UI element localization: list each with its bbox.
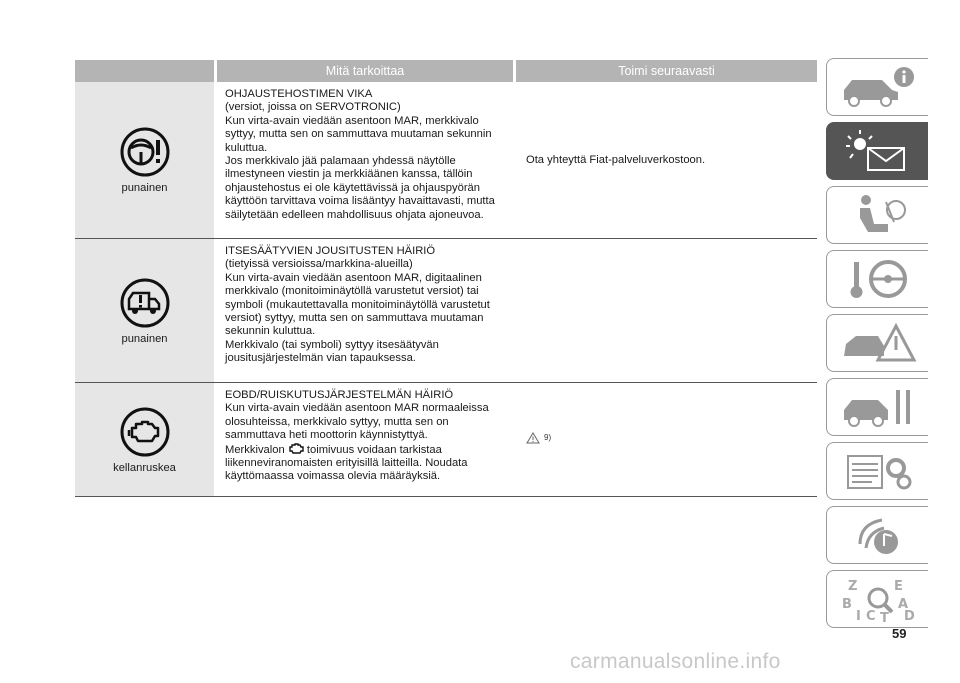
table-header: [75, 60, 817, 82]
footnote-label: 9): [544, 433, 552, 442]
svg-text:C: C: [865, 609, 876, 622]
description-line: (versiot, joissa on SERVOTRONIC): [225, 101, 401, 114]
icon-cell: [75, 383, 214, 496]
inline-text-after: toimivuus voidaan tarkistaa liikenneviranomaisten erityisillä laitteilla. Noudata käyttömaassa voimassa olevia määräyksiä.: [225, 443, 468, 483]
engine-check-icon: [119, 406, 171, 458]
chapter-tabs: [826, 58, 929, 634]
meaning-cell: [217, 239, 513, 382]
key-steering-wheel-icon: [838, 256, 918, 302]
engine-check-inline-icon: [288, 443, 304, 454]
description-line: [225, 443, 505, 484]
header-action: Toimi seuraavasti: [516, 60, 817, 82]
technical-data-gears-icon: [838, 448, 918, 494]
tab-emergency[interactable]: [826, 314, 928, 372]
table-row: [75, 239, 817, 383]
svg-text:Z: Z: [847, 579, 857, 594]
svg-text:I: I: [855, 609, 861, 622]
inline-text-before: Merkkivalon: [225, 443, 285, 456]
tab-car-info[interactable]: [826, 58, 928, 116]
caution-triangle-icon: [526, 432, 540, 444]
svg-text:E: E: [893, 579, 903, 594]
fault-title: ITSESÄÄTYVIEN JOUSITUSTEN HÄIRIÖ: [225, 245, 436, 257]
warning-lights-table: [75, 60, 817, 497]
description-line: Kun virta-avain viedään asentoon MAR, digitaalinen merkkivalo (monitoiminäytöllä varustetut versiot) tai symboli (mukautettavalla monitoiminäytöllä varustetut versiot) syttyy, mutta sen on sammuttava muutaman sekunnin kuluttua.: [225, 271, 490, 338]
power-steering-warning-icon: [119, 126, 171, 178]
description-line: Merkkivalo (tai symboli) syttyy itsesäätyvän jousitusjärjestelmän vian tapauksessa.: [225, 338, 439, 365]
car-info-icon: [838, 64, 918, 110]
description-line: (tietyissä versioissa/markkina-alueilla): [225, 258, 413, 271]
alphabetical-index-icon: [838, 576, 918, 622]
svg-text:T: T: [879, 611, 889, 622]
watermark: carmanualsonline.info: [570, 650, 781, 673]
icon-cell: [75, 82, 214, 238]
action-cell: [516, 383, 817, 496]
svg-text:B: B: [841, 597, 852, 612]
action-cell: [516, 239, 817, 382]
meaning-cell: [217, 383, 513, 496]
tab-safety[interactable]: [826, 186, 928, 244]
tab-maintenance[interactable]: [826, 378, 928, 436]
description-line: Jos merkkivalo jää palamaan yhdessä näytölle ilmestyneen viestin ja merkkiäänen kanssa, tällöin ohjaustehostus ei ole käytettävissä ja ohjauspyörän käyttöön tarvittava voima lisääntyy havaittavasti, mutta säilytetään edelleen mahdollisuus ohjata ajoneuvoa.: [225, 155, 495, 221]
svg-text:A: A: [897, 597, 908, 612]
action-cell: [516, 82, 817, 238]
icon-cell: [75, 239, 214, 382]
header-blank: [75, 60, 214, 82]
table-row: [75, 82, 817, 239]
fault-title: OHJAUSTEHOSTIMEN VIKA: [225, 88, 373, 100]
tab-technical-data[interactable]: [826, 442, 928, 500]
tab-multimedia[interactable]: [826, 506, 928, 564]
tab-warning-lights[interactable]: [826, 122, 928, 180]
multimedia-music-icon: [838, 512, 918, 558]
van-adaptive-system-fault-icon: [119, 277, 171, 329]
warning-light-message-icon: [838, 128, 918, 174]
color-label: punainen: [121, 332, 168, 345]
action-text: Ota yhteyttä Fiat-palveluverkostoon.: [526, 154, 706, 166]
breakdown-warning-triangle-icon: [838, 320, 918, 366]
meaning-cell: [217, 82, 513, 238]
airbag-seat-icon: [838, 192, 918, 238]
tab-index[interactable]: [826, 570, 928, 628]
description-line: Kun virta-avain viedään asentoon MAR, merkkivalo syttyy, mutta sen on sammuttava muutaman sekunnin kuluttua.: [225, 114, 492, 154]
footnote-reference[interactable]: [526, 432, 551, 444]
header-meaning: Mitä tarkoittaa: [217, 60, 513, 82]
tab-starting-driving[interactable]: [826, 250, 928, 308]
color-label: punainen: [121, 182, 168, 194]
svg-text:D: D: [903, 609, 915, 622]
fault-title: EOBD/RUISKUTUSJÄRJESTELMÄN HÄIRIÖ: [225, 389, 454, 401]
description-line: Kun virta-avain viedään asentoon MAR normaaleissa olosuhteissa, merkkivalo syttyy, mutta sen on sammuttava heti moottorin käynnistyttyä.: [225, 402, 489, 442]
color-label: kellanruskea: [113, 461, 176, 474]
page-number: 59: [892, 626, 907, 641]
car-maintenance-tools-icon: [838, 384, 918, 430]
table-row: [75, 383, 817, 497]
